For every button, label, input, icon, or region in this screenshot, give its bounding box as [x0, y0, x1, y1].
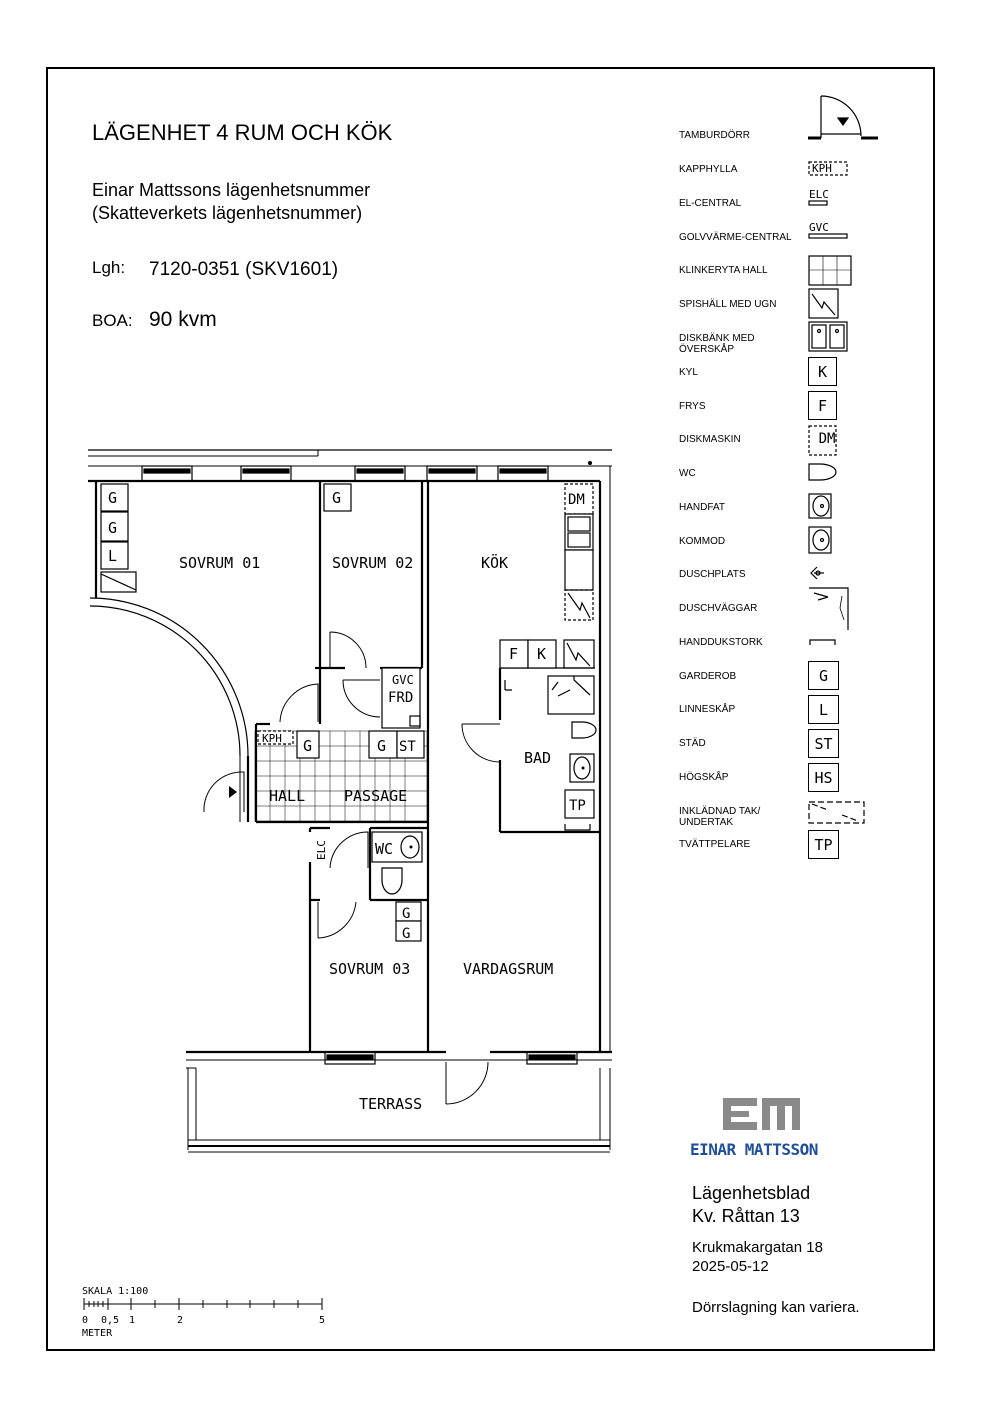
tall-cabinet-icon: HS [808, 763, 839, 792]
svg-text:GVC: GVC [809, 221, 829, 234]
legend-label-kommod: KOMMOD [679, 536, 726, 547]
fridge-icon: K [808, 357, 837, 386]
legend-label-handfat: HANDFAT [679, 502, 725, 513]
scale-tick-0: 0 [82, 1315, 89, 1326]
entrance-arrow-icon [229, 786, 237, 798]
plan-code-kph: KPH [262, 732, 282, 745]
room-sovrum03: SOVRUM 03 [329, 960, 411, 978]
page-title: LÄGENHET 4 RUM OCH KÖK [92, 120, 393, 145]
svg-text:KPH: KPH [812, 162, 832, 175]
logo-mark-em [723, 1098, 800, 1130]
legend-label-frys: FRYS [679, 401, 706, 412]
legend-label-kyl: KYL [679, 367, 698, 378]
tax-agency-number-caption: (Skatteverkets lägenhetsnummer) [92, 203, 363, 223]
legend-label-innertak: INKLÄDNAD TAK/ UNDERTAK [679, 806, 761, 828]
door-sovrum02 [330, 632, 366, 668]
lgh-label: Lgh: [92, 258, 126, 277]
address: Krukmakargatan 18 [692, 1239, 823, 1256]
legend-label-klinker: KLINKERYTA HALL [679, 265, 768, 276]
door-terrass [446, 1062, 488, 1104]
cleaning-cabinet-icon: ST [808, 729, 839, 758]
scale-title: SKALA 1:100 [82, 1286, 149, 1297]
plan-code-gvc: GVC [392, 673, 414, 687]
scale-tick-05: 0,5 [101, 1315, 120, 1326]
legend-label-kapphylla: KAPPHYLLA [679, 164, 738, 175]
logo-text: EINAR MATTSSON [690, 1140, 818, 1159]
legend-label-diskmaskin: DISKMASKIN [679, 434, 741, 445]
room-hall: HALL [269, 787, 306, 805]
plan-code-st: ST [399, 739, 416, 755]
legend-label-diskbank: DISKBÄNK MED ÖVERSKÅP [679, 333, 755, 355]
door-sovrum01 [280, 684, 318, 722]
plan-code-dm: DM [568, 492, 585, 508]
door-sovrum03 [318, 902, 356, 938]
date: 2025-05-12 [692, 1258, 769, 1275]
door-bad [462, 724, 500, 762]
entrance-door [204, 772, 244, 812]
plan-code-g1: G [108, 489, 118, 507]
room-bad: BAD [524, 749, 552, 767]
legend-label-duschplats: DUSCHPLATS [679, 569, 746, 580]
legend-label-el-central: EL-CENTRAL [679, 198, 742, 209]
plan-code-k: K [537, 645, 547, 663]
legend-label-tvattpelare: TVÄTTPELARE [679, 839, 751, 850]
plan-code-f: F [509, 645, 519, 663]
apartment-number-caption: Einar Mattssons lägenhetsnummer [92, 180, 371, 200]
room-sovrum02: SOVRUM 02 [332, 554, 414, 572]
scale-unit: METER [82, 1328, 113, 1339]
freezer-icon: F [808, 391, 837, 420]
svg-text:ELC: ELC [809, 188, 829, 201]
door-frd [343, 680, 380, 717]
legend-label-handdukstork: HANDDUKSTORK [679, 637, 763, 648]
room-kok: KÖK [481, 554, 509, 572]
legend-label-duschvaggar: DUSCHVÄGGAR [679, 603, 758, 614]
doc-type: Lägenhetsblad [692, 1183, 811, 1203]
plan-code-elc: ELC [315, 840, 328, 860]
plan-code-tp: TP [569, 798, 586, 814]
plan-code-g7: G [402, 926, 411, 942]
room-sovrum01: SOVRUM 01 [179, 554, 261, 572]
plan-code-frd: FRD [388, 690, 414, 706]
boa-label: BOA: [92, 311, 133, 330]
scale-tick-1: 1 [129, 1315, 136, 1326]
wardrobe-icon: G [808, 661, 839, 690]
plan-code-g6: G [402, 906, 411, 922]
plan-code-g2: G [108, 519, 118, 537]
einar-mattsson-logo [690, 1095, 840, 1165]
room-passage: PASSAGE [344, 787, 408, 805]
lgh-value: 7120-0351 (SKV1601) [149, 259, 339, 280]
scale-tick-2: 2 [177, 1315, 184, 1326]
boa-value: 90 kvm [149, 308, 217, 331]
door-wc [330, 832, 368, 868]
laundry-column-icon: TP [808, 830, 839, 859]
legend-label-spishall: SPISHÄLL MED UGN [679, 299, 777, 310]
plan-code-g5: G [377, 737, 387, 755]
room-vardagsrum: VARDAGSRUM [463, 960, 554, 978]
plan-code-g3: G [332, 489, 342, 507]
legend-label-hogskap: HÖGSKÅP [679, 772, 729, 783]
legend-label-stad: STÄD [679, 738, 706, 749]
door-note: Dörrslagning kan variera. [692, 1299, 860, 1316]
scale-tick-5: 5 [319, 1315, 326, 1326]
property-name: Kv. Råttan 13 [692, 1206, 800, 1226]
room-wc: WC [375, 840, 394, 858]
legend-label-tamburdorr: TAMBURDÖRR [679, 130, 750, 141]
scale-bar [84, 1298, 322, 1310]
legend-label-linneskap: LINNESKÅP [679, 704, 736, 715]
room-terrass: TERRASS [359, 1095, 423, 1113]
legend-label-golvvarme: GOLVVÄRME-CENTRAL [679, 232, 792, 243]
plan-code-g4: G [303, 737, 313, 755]
legend-label-wc: WC [679, 468, 696, 479]
linen-cabinet-icon: L [808, 695, 839, 724]
dishwasher-label: DM [818, 431, 836, 447]
plan-code-l: L [108, 547, 118, 565]
legend-label-garderob: GARDEROB [679, 671, 737, 682]
